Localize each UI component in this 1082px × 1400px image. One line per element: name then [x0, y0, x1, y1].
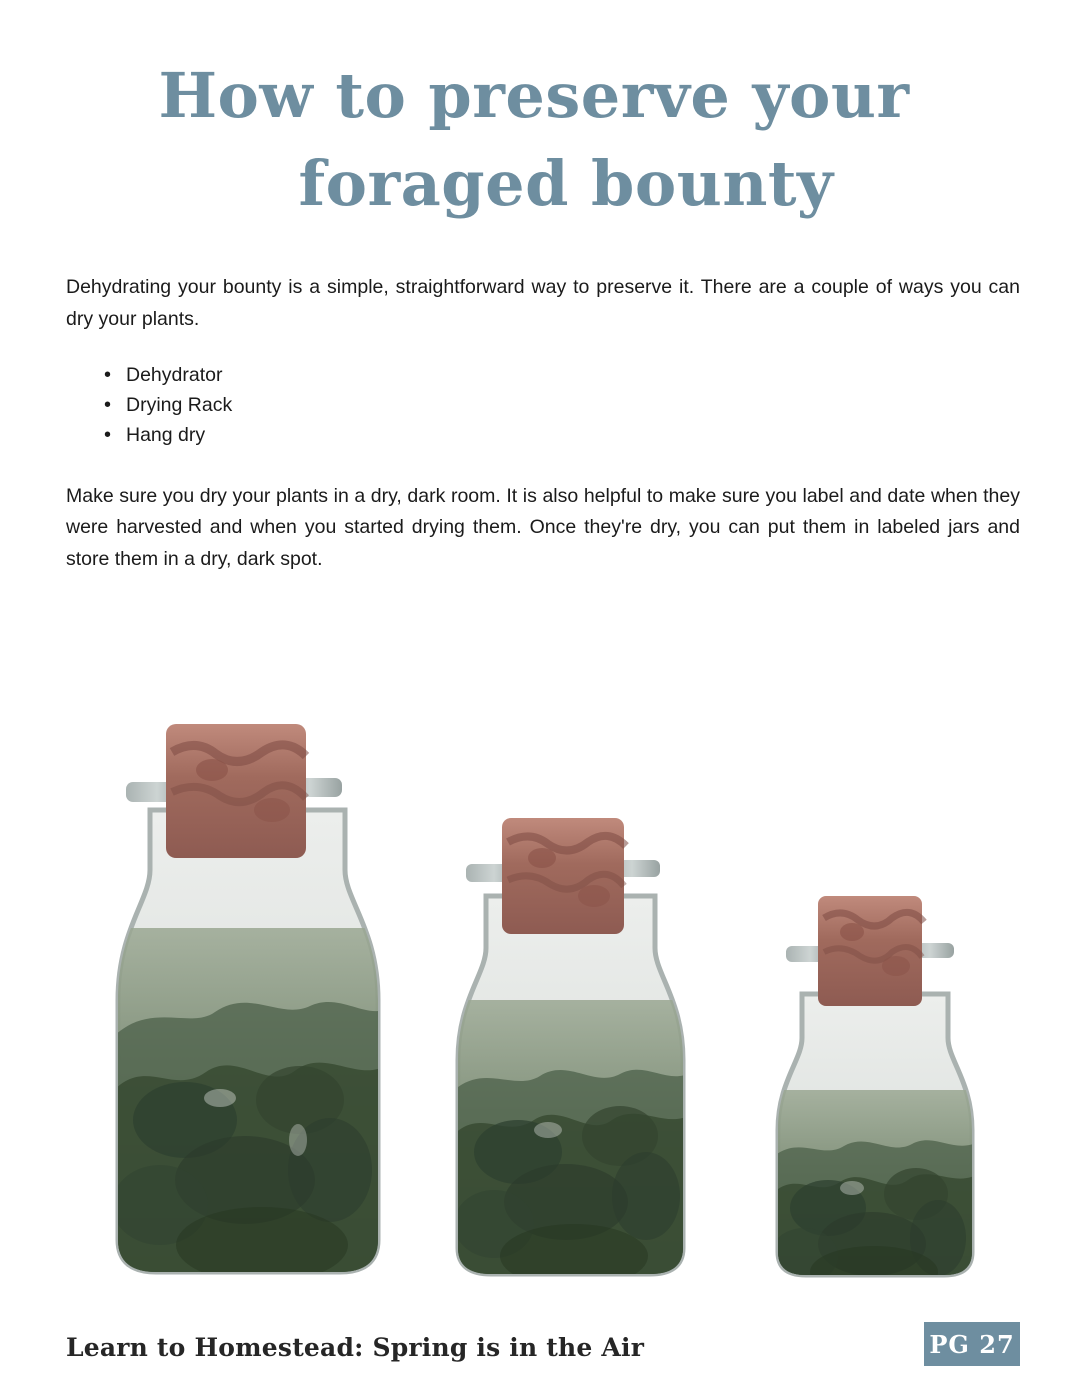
jar-small-contents [770, 1090, 985, 1298]
footer-title: Learn to Homestead: Spring is in the Air [66, 1333, 645, 1362]
jar-large-contents [110, 928, 390, 1283]
jars-illustration [0, 700, 1082, 1300]
jar-medium-contents [450, 1000, 700, 1290]
page-title [0, 0, 1082, 228]
list-item: • Drying Rack [110, 391, 1020, 421]
jar-small [770, 896, 985, 1298]
page-title-line-2: foraged bounty [298, 147, 834, 221]
drying-methods-list [66, 361, 1020, 450]
page-title-line-1: How to preserve your [158, 59, 910, 132]
jars-illustration-graphic [0, 700, 1082, 1300]
jar-small-cork [818, 896, 924, 1006]
jar-large [110, 724, 390, 1283]
jar-medium-cork [502, 818, 626, 934]
body-paragraph: Make sure you dry your plants in a dry, dark room. It is also helpful to make sure you label and date when they were harvested and when you started drying them. Once they're dry, you can put them in labeled jars and store them in a dry, dark spot. [66, 484, 1020, 570]
list-item: • Hang dry [110, 421, 1020, 451]
page-number-badge: PG 27 [924, 1322, 1020, 1366]
jar-large-cork [166, 724, 306, 858]
intro-paragraph: Dehydrating your bounty is a simple, straightforward way to preserve it. There are a couple of ways you can dry your plants. [66, 276, 1020, 330]
jar-medium [450, 818, 700, 1290]
list-item: • Dehydrator [110, 361, 1020, 391]
document-body [66, 272, 1020, 575]
page-footer [66, 1320, 1020, 1366]
